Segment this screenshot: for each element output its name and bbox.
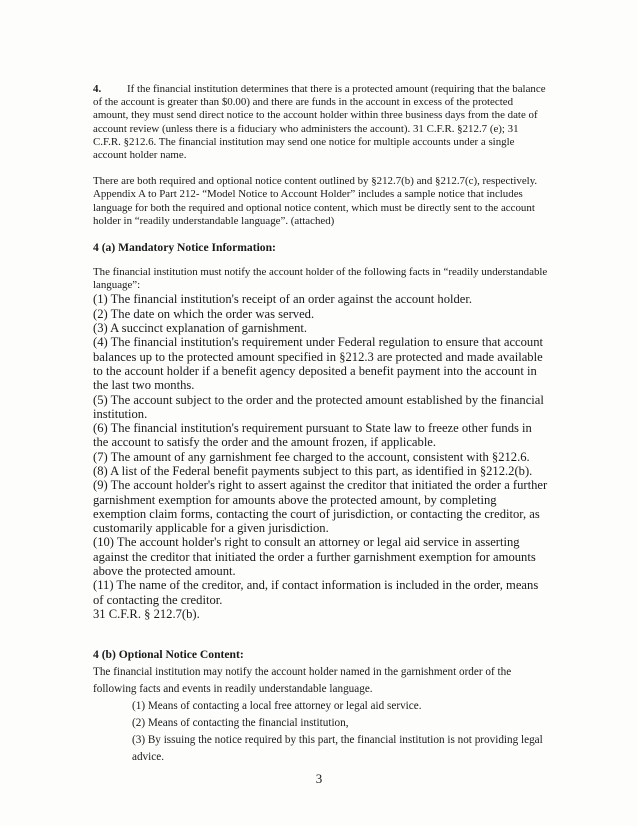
mandatory-notice-list — [93, 292, 549, 621]
optional-notice-intro: The financial institution may notify the account holder named in the garnishment order of the following facts and events in readily understandable language. — [93, 666, 512, 695]
list-item: (7) The amount of any garnishment fee charged to the account, consistent with §212.6. — [93, 449, 530, 464]
page-number: 3 — [315, 771, 323, 786]
list-item: (2) The date on which the order was served. — [93, 306, 315, 321]
list-item: (6) The financial institution's requirement pursuant to State law to freeze other funds in the account to satisfy the order and the amount frozen, if applicable. — [93, 421, 532, 450]
list-item: (2) Means of contacting the financial institution, — [132, 717, 349, 730]
list-item: (3) By issuing the notice required by this part, the financial institution is not providing legal advice. — [132, 733, 543, 763]
list-item: (8) A list of the Federal benefit payments subject to this part, as identified in §212.2(b). — [93, 464, 533, 478]
optional-notice-list — [93, 698, 549, 765]
list-item: (4) The financial institution's requirement under Federal regulation to ensure that account balances up to the protected amount specified in §212.3 are protected and made available to the account holder if a benefit agency deposited a benefit payment into the account in the last two months. — [93, 335, 544, 393]
list-item: (3) A succinct explanation of garnishment. — [93, 321, 308, 336]
section-4-paragraph — [93, 83, 549, 162]
mandatory-notice-heading: 4 (a) Mandatory Notice Information: — [93, 241, 276, 255]
mandatory-citation: 31 C.F.R. § 212.7(b). — [93, 606, 200, 621]
mandatory-notice-intro: The financial institution must notify the account holder of the following facts in “readily understandable language”: — [93, 266, 548, 292]
optional-notice-heading: 4 (b) Optional Notice Content: — [93, 648, 244, 662]
section-4-number: 4. — [93, 83, 102, 95]
section-4-text: If the financial institution determines that there is a protected amount (requiring that the balance of the account is greater than $0.00) and there are funds in the account in excess of the protected amount, they must send direct notice to the account holder within three business days from the date of account review (unless there is a fiduciary who administers the account). 31 C.F.R. §212.7 (e); 31 C.F.R. §212.6. The financial institution may send one notice for multiple accounts under a single account holder name. — [93, 83, 546, 162]
list-item: (1) Means of contacting a local free attorney or legal aid service. — [132, 700, 422, 713]
list-item: (9) The account holder's right to assert against the creditor that initiated the order a further garnishment exemption for amounts above the protected amount, by completing exemption claim forms, contacting the court of jurisdiction, or contacting the creditor, as customarily applicable for a given jurisdiction. — [93, 478, 548, 536]
list-item: (11) The name of the creditor, and, if contact information is included in the order, means of contacting the creditor. — [93, 578, 539, 607]
page-content — [93, 83, 549, 765]
notice-content-paragraph: There are both required and optional notice content outlined by §212.7(b) and §212.7(c), respectively. Appendix A to Part 212- “Model Notice to Account Holder” includes a sample notice that includes language for both the required and optional notice content, which must be directly sent to the account holder in “readily understandable language”. (attached) — [93, 175, 538, 227]
list-item: (5) The account subject to the order and the protected amount established by the financial institution. — [93, 392, 544, 421]
list-item: (1) The financial institution's receipt of an order against the account holder. — [93, 292, 473, 307]
list-item: (10) The account holder's right to consult an attorney or legal aid service in asserting against the creditor that initiated the order a further garnishment exemption for amounts above the protected amount. — [93, 535, 536, 579]
